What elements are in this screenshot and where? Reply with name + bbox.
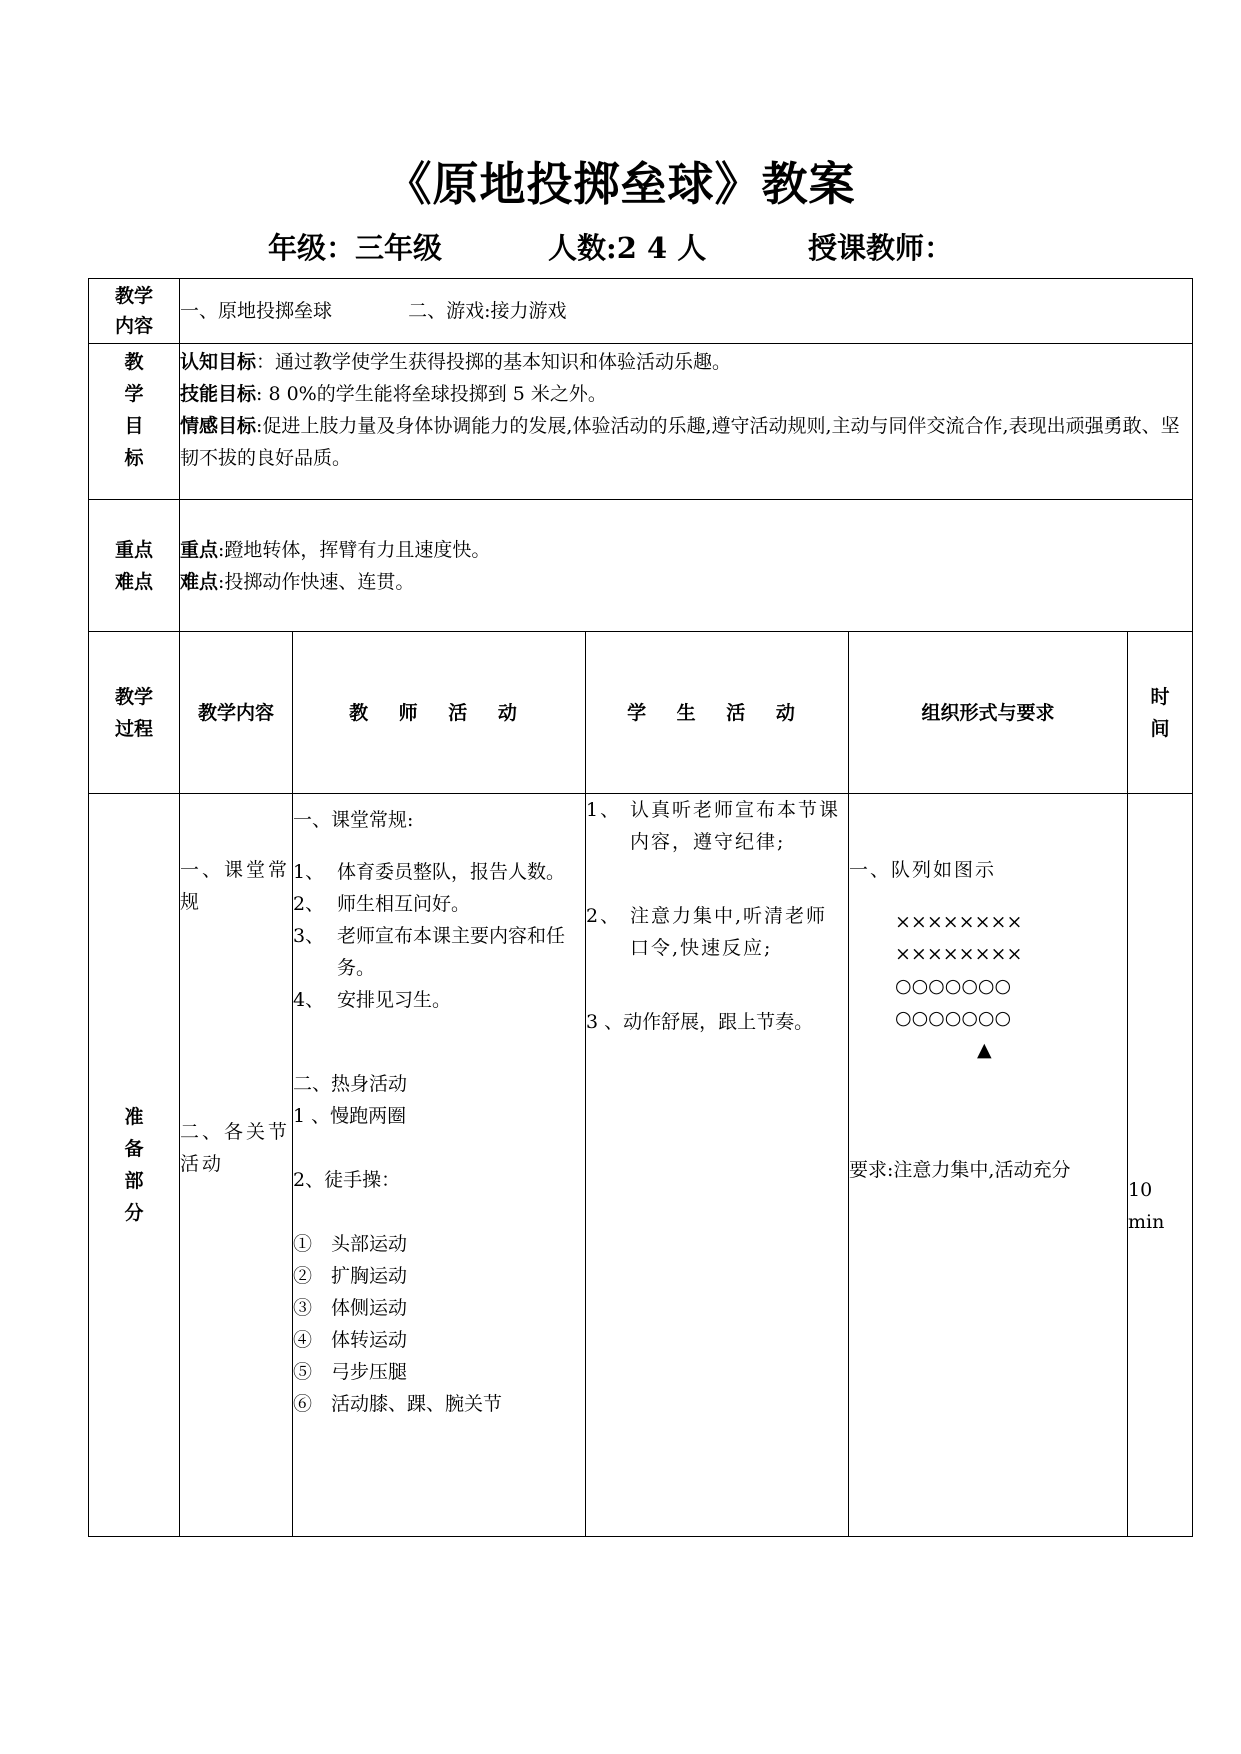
emotion-goal-label: 情感目标 (180, 415, 257, 437)
goals-header: 教 学 目 标 (89, 344, 180, 500)
student-count-label: 人数:2 4 人 (548, 231, 707, 265)
difficulty-text: :投掷动作快速、连贯。 (218, 570, 415, 593)
goals-cell (180, 344, 1193, 500)
teacher-triangle-icon: ▲ (977, 1039, 992, 1061)
preparation-row (89, 794, 1193, 1537)
teacher-exercise: 2、徒手操： (293, 1169, 401, 1191)
teacher-routine-list (293, 856, 585, 1016)
content-header: 教学 内容 (89, 279, 180, 344)
prep-content-2: 二、各关节活动 (180, 1121, 291, 1175)
key-points-row (89, 500, 1193, 632)
prep-content-1: 一、课堂常规 (180, 859, 291, 913)
process-header-row (89, 632, 1193, 794)
page-title: 《原地投掷垒球》教案 (385, 157, 856, 211)
difficulty-point (180, 566, 1192, 598)
exercise-item: ② 扩胸运动 (293, 1265, 408, 1287)
emotion-goal (180, 410, 1192, 474)
lesson-plan-table (88, 278, 1193, 1537)
exercise-item: ④ 体转运动 (293, 1329, 408, 1351)
key-points-header: 重点 难点 (89, 500, 180, 632)
teacher-activity-header: 教 师 活 动 (293, 632, 586, 794)
key-point (180, 534, 1192, 566)
formation-row-crosses: ×××××××× (895, 943, 1023, 965)
formation-row-circles: ○○○○○○○ (895, 1007, 1012, 1029)
exercise-item: ⑥ 活动膝、踝、腕关节 (293, 1393, 503, 1415)
teacher-heading-1: 一、课堂常规: (293, 809, 414, 831)
teacher-activity-cell (293, 794, 586, 1537)
emotion-goal-text: :促进上肢力量及身体协调能力的发展,体验活动的乐趣,遵守活动规则,主动与同伴交流合作,表现出顽强勇敢、坚韧不拔的良好品质。 (180, 415, 1180, 469)
teacher-run: 1 、慢跑两圈 (293, 1105, 407, 1127)
org-heading: 一、队列如图示 (849, 859, 997, 881)
prep-content-cell (180, 794, 293, 1537)
formation-diagram (849, 906, 1127, 1066)
content-row (89, 279, 1193, 344)
organization-header: 组织形式与要求 (849, 632, 1128, 794)
student-activity-header: 学 生 活 动 (586, 632, 849, 794)
formation-row-crosses: ×××××××× (895, 911, 1023, 933)
teacher-routine-item: 3、 老师宣布本课主要内容和任务。 (293, 925, 566, 979)
content-cell (180, 279, 1193, 344)
exercise-list (293, 1228, 585, 1420)
cognitive-goal (180, 346, 1192, 378)
content-column-header: 教学内容 (180, 632, 293, 794)
student-item: 2、 注意力集中,听清老师口令,快速反应; (586, 905, 828, 959)
time-header: 时 间 (1128, 632, 1193, 794)
teacher-routine-item: 1、 体育委员整队，报告人数。 (293, 861, 566, 883)
student-item: 1、 认真听老师宣布本节课内容，遵守纪律; (586, 799, 841, 853)
teacher-heading-2: 二、热身活动 (293, 1073, 408, 1095)
time-cell: 10 min (1128, 794, 1193, 1537)
content-item-2: 二、游戏:接力游戏 (408, 300, 567, 322)
organization-cell (849, 794, 1128, 1537)
teacher-routine-item: 2、 师生相互问好。 (293, 893, 471, 915)
process-header: 教学 过程 (89, 632, 180, 794)
skill-goal-label: 技能目标 (180, 383, 257, 405)
exercise-item: ③ 体侧运动 (293, 1297, 408, 1319)
org-requirement: 要求:注意力集中,活动充分 (849, 1159, 1071, 1181)
skill-goal (180, 378, 1192, 410)
student-item-3: 3 、动作舒展，跟上节奏。 (586, 1011, 814, 1033)
teacher-routine-item: 4、 安排见习生。 (293, 989, 452, 1011)
cognitive-goal-label: 认知目标 (180, 351, 257, 373)
key-point-label: 重点 (180, 538, 219, 561)
formation-row-circles: ○○○○○○○ (895, 975, 1012, 997)
teacher-label: 授课教师： (808, 231, 954, 265)
preparation-section-label: 准 备 部 分 (89, 794, 180, 1537)
grade-label: 年级：三年级 (268, 231, 443, 265)
difficulty-label: 难点 (180, 570, 219, 593)
skill-goal-text: : 8 0%的学生能将垒球投掷到 5 米之外。 (256, 383, 607, 405)
exercise-item: ① 头部运动 (293, 1233, 408, 1255)
content-item-1: 一、原地投掷垒球 (180, 300, 333, 322)
goals-row (89, 344, 1193, 500)
cognitive-goal-text: ：通过教学使学生获得投掷的基本知识和体验活动乐趣。 (256, 351, 732, 373)
exercise-item: ⑤ 弓步压腿 (293, 1361, 408, 1383)
key-point-text: :蹬地转体，挥臂有力且速度快。 (218, 538, 491, 561)
key-points-cell (180, 500, 1193, 632)
student-activity-cell (586, 794, 849, 1537)
